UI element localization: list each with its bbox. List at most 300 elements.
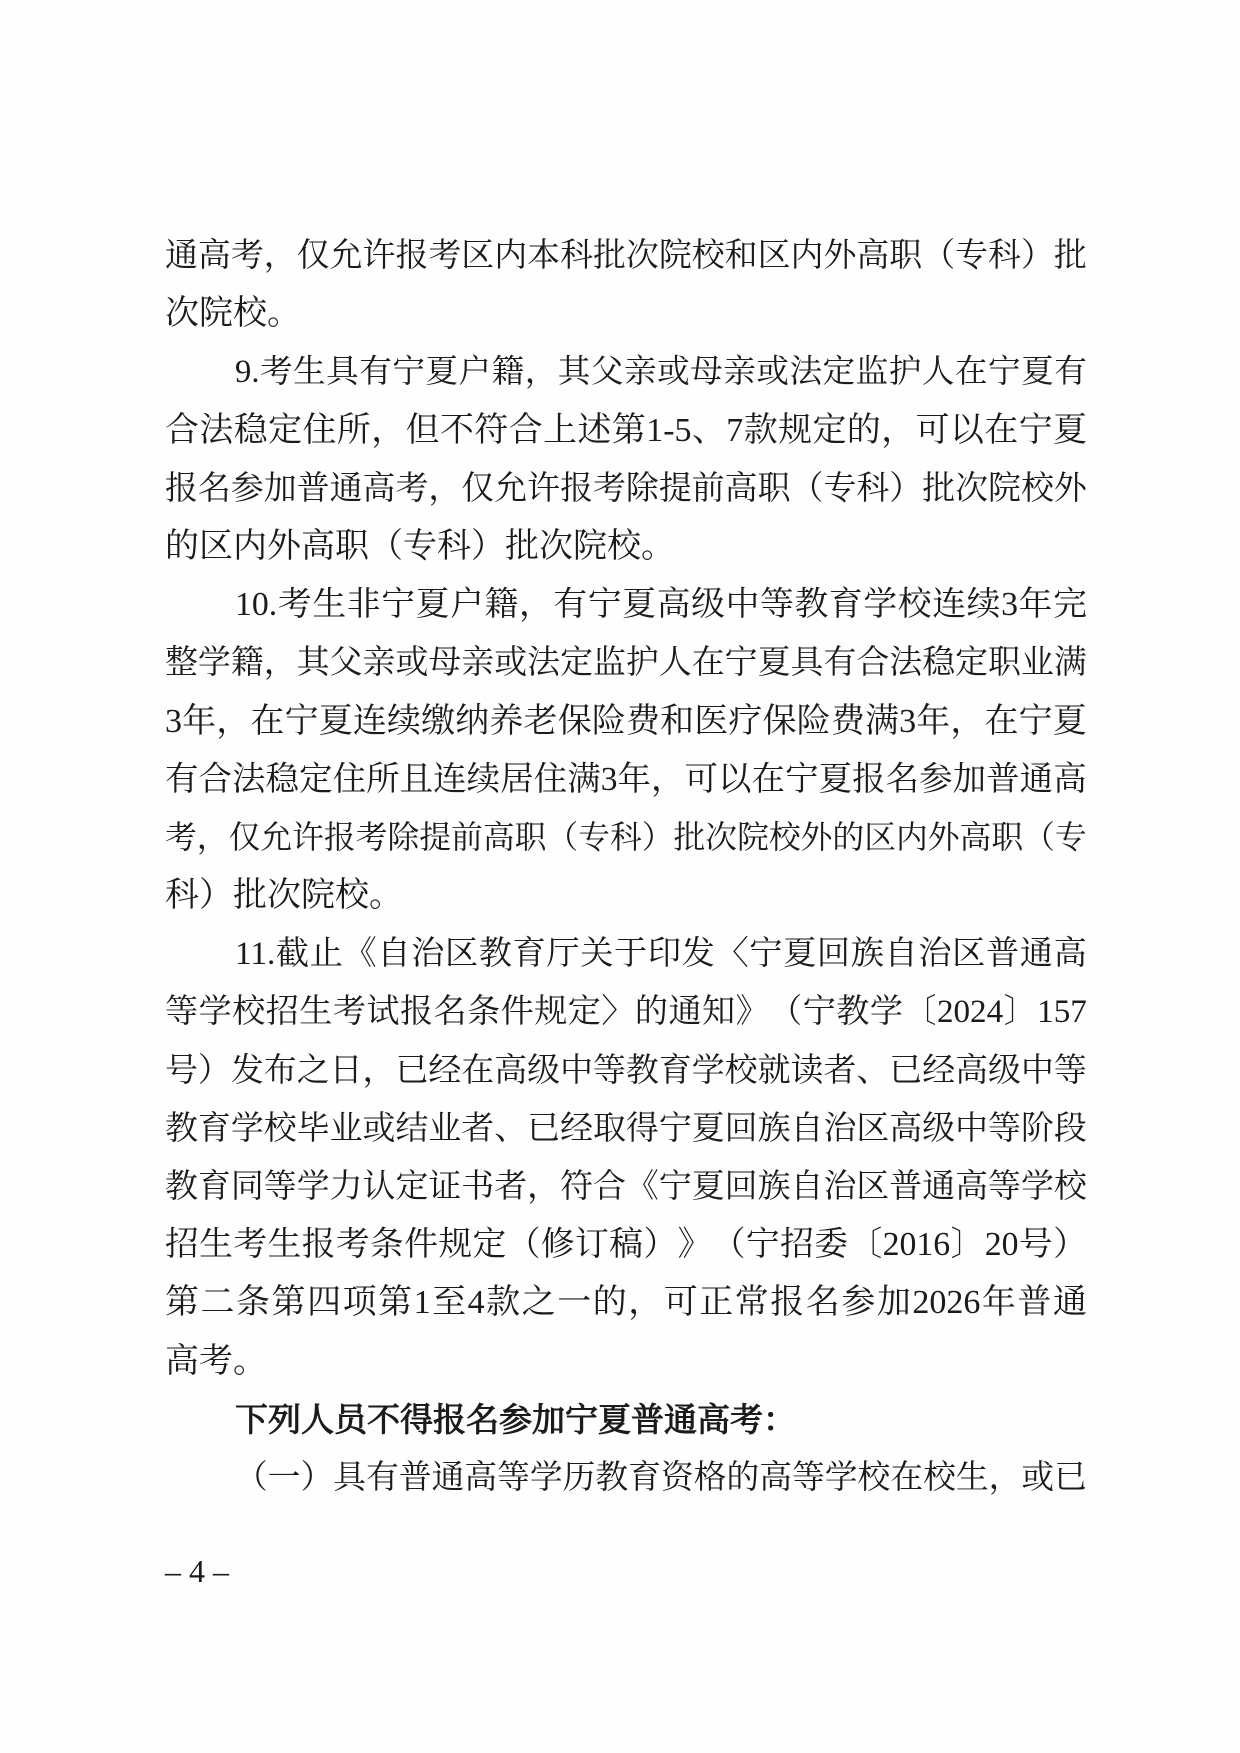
- glyph: 宁: [749, 935, 783, 973]
- glyph: （: [711, 1226, 746, 1264]
- glyph: 治: [823, 1110, 857, 1147]
- glyph: 高: [656, 586, 691, 624]
- glyph: 〕: [1003, 993, 1037, 1031]
- glyph: 定: [812, 411, 847, 449]
- glyph: 级: [527, 1052, 561, 1089]
- glyph: 学: [1020, 1169, 1054, 1205]
- glyph: 级: [988, 1052, 1021, 1089]
- glyph: 四: [307, 1284, 342, 1322]
- glyph: 宁: [1018, 411, 1053, 449]
- glyph: 宁: [724, 645, 758, 682]
- glyph: 连: [433, 760, 467, 798]
- glyph: 第: [611, 411, 646, 449]
- glyph: 保: [557, 702, 592, 740]
- glyph: 区: [757, 238, 791, 274]
- glyph: 纳: [455, 702, 490, 740]
- glyph: 满: [1053, 645, 1087, 682]
- glyph: 高: [482, 819, 515, 855]
- glyph: 定: [822, 354, 856, 391]
- glyph: 监: [855, 354, 889, 391]
- glyph: 校: [691, 238, 725, 274]
- glyph: 业: [1020, 645, 1054, 682]
- glyph: 族: [757, 1110, 791, 1147]
- glyph: 名: [805, 1284, 840, 1322]
- glyph: 夏: [818, 760, 853, 798]
- glyph: （: [1023, 819, 1055, 855]
- glyph: 考: [335, 1226, 370, 1264]
- glyph: 的: [846, 411, 881, 449]
- glyph: 通: [329, 470, 363, 507]
- glyph: 职: [889, 238, 923, 274]
- glyph: 教: [625, 1052, 659, 1089]
- glyph: 夏: [1021, 354, 1054, 391]
- glyph: 夏: [691, 1169, 725, 1205]
- glyph: 内: [494, 238, 528, 274]
- glyph: 4: [467, 1284, 485, 1322]
- glyph: 仅: [228, 819, 261, 855]
- glyph: 定: [395, 1169, 429, 1205]
- glyph: 批: [673, 819, 706, 855]
- glyph: 试: [366, 993, 400, 1031]
- glyph: 自: [790, 1110, 824, 1147]
- glyph: 校: [232, 993, 266, 1031]
- glyph: 合: [165, 411, 199, 449]
- glyph: 职: [991, 819, 1024, 855]
- glyph: 等: [165, 993, 199, 1031]
- glyph: 前: [451, 819, 483, 855]
- text-line: 科）批次院校。: [165, 877, 403, 915]
- glyph: 有: [553, 586, 588, 624]
- glyph: ，: [263, 645, 297, 682]
- glyph: 除: [387, 819, 420, 855]
- glyph: 亲: [461, 645, 495, 682]
- glyph: 批: [1053, 238, 1087, 274]
- glyph: 通: [922, 1169, 956, 1205]
- glyph: 报: [560, 470, 593, 507]
- text-line: 次院校。: [165, 295, 301, 333]
- glyph: 宁: [988, 354, 1021, 391]
- glyph: 在: [890, 1459, 924, 1496]
- glyph: 年: [617, 760, 651, 798]
- glyph: 年: [981, 1284, 1016, 1322]
- glyph: 合: [198, 760, 232, 798]
- glyph: 等: [263, 1169, 297, 1205]
- glyph: 宁: [785, 760, 819, 798]
- glyph: ）: [641, 819, 674, 855]
- glyph: 普: [985, 935, 1020, 973]
- glyph: 7: [726, 411, 744, 449]
- glyph: 学: [197, 645, 231, 682]
- glyph: 宁: [1018, 702, 1053, 740]
- glyph: ，: [881, 411, 916, 449]
- glyph: ）: [1020, 238, 1054, 274]
- glyph: 或: [494, 645, 528, 682]
- glyph: 正: [699, 1284, 734, 1322]
- glyph: 在: [984, 411, 1019, 449]
- text-line: [165, 809, 1087, 867]
- glyph: 法: [199, 411, 234, 449]
- glyph: 其: [296, 645, 330, 682]
- glyph: 学: [296, 1169, 330, 1205]
- glyph: 医: [694, 702, 729, 740]
- glyph: 许: [362, 238, 396, 274]
- glyph: 籍: [484, 586, 519, 624]
- glyph: 户: [450, 586, 484, 624]
- glyph: 等: [988, 1110, 1021, 1147]
- glyph: 父: [590, 354, 624, 391]
- glyph: 至: [432, 1284, 467, 1322]
- glyph: 职: [988, 645, 1021, 682]
- glyph: 中: [560, 1052, 593, 1089]
- glyph: 在: [461, 1052, 495, 1089]
- glyph: 10.: [235, 586, 278, 624]
- glyph: 校: [768, 819, 801, 855]
- glyph: 》: [735, 993, 769, 1031]
- glyph: 高: [955, 1169, 989, 1205]
- glyph: 险: [591, 702, 626, 740]
- glyph: 报: [301, 1226, 336, 1264]
- text-line: [165, 1449, 1087, 1507]
- text-line: [165, 751, 1087, 809]
- glyph: 1-5: [646, 411, 692, 449]
- glyph: 1: [413, 1284, 431, 1322]
- glyph: 居: [500, 760, 534, 798]
- glyph: ）: [300, 1459, 334, 1496]
- glyph: 夏: [1052, 702, 1087, 740]
- glyph: 委: [814, 1226, 849, 1264]
- glyph: 回: [724, 1169, 758, 1205]
- glyph: 续: [386, 702, 421, 740]
- glyph: 宁: [587, 586, 622, 624]
- text-line: 的区内外高职（专科）批次院校。: [165, 527, 675, 565]
- glyph: 一: [557, 1284, 592, 1322]
- glyph: 法: [232, 760, 266, 798]
- glyph: 通: [1052, 1284, 1087, 1322]
- glyph: 结: [395, 1110, 429, 1147]
- glyph: 允: [260, 819, 293, 855]
- glyph: 3: [899, 702, 917, 740]
- glyph: 高: [889, 1110, 923, 1147]
- glyph: 高: [955, 1052, 989, 1089]
- glyph: 夏: [1053, 411, 1087, 449]
- glyph: 教: [595, 1459, 629, 1496]
- glyph: 考: [230, 238, 264, 274]
- glyph: 20: [984, 1226, 1019, 1264]
- glyph: 次: [625, 238, 659, 274]
- glyph: 二: [200, 1284, 235, 1322]
- glyph: 订: [575, 1226, 609, 1264]
- glyph: 外: [1053, 470, 1087, 507]
- glyph: （: [235, 1459, 268, 1496]
- glyph: 报: [395, 238, 429, 274]
- glyph: 本: [527, 238, 561, 274]
- glyph: 于: [614, 935, 648, 973]
- glyph: 者: [823, 1052, 857, 1089]
- document-body: [165, 227, 1087, 1507]
- glyph: 稳: [922, 645, 956, 682]
- glyph: 通: [165, 238, 198, 274]
- glyph: 宁: [284, 702, 319, 740]
- glyph: 夏: [757, 645, 791, 682]
- glyph: 2024: [936, 993, 1004, 1031]
- glyph: 历: [562, 1459, 596, 1496]
- glyph: 区: [856, 1169, 890, 1205]
- glyph: 〔: [848, 1226, 883, 1264]
- glyph: 考: [165, 819, 197, 855]
- glyph: 育: [197, 1110, 231, 1147]
- glyph: 险: [796, 702, 831, 740]
- glyph: 参: [230, 470, 264, 507]
- glyph: 稳: [233, 411, 268, 449]
- glyph: 〕: [950, 1226, 985, 1264]
- glyph: 和: [724, 238, 758, 274]
- glyph: 科: [988, 238, 1021, 274]
- glyph: 可: [915, 411, 950, 449]
- glyph: 所: [366, 760, 400, 798]
- glyph: 号: [165, 1052, 198, 1089]
- glyph: 段: [1053, 1110, 1087, 1147]
- glyph: 宁: [658, 1169, 692, 1205]
- glyph: 厅: [546, 935, 580, 973]
- glyph: 育: [512, 935, 546, 973]
- glyph: 通: [1019, 935, 1053, 973]
- glyph: ，: [263, 238, 297, 274]
- glyph: 合: [592, 1169, 626, 1205]
- glyph: 学: [863, 586, 898, 624]
- glyph: 高: [856, 238, 890, 274]
- glyph: 费: [830, 702, 865, 740]
- glyph: 有: [165, 760, 199, 798]
- glyph: 印: [647, 935, 682, 973]
- glyph: 外: [927, 819, 960, 855]
- glyph: 具: [790, 645, 824, 682]
- glyph: ，: [628, 1284, 663, 1322]
- glyph: 〔: [903, 993, 937, 1031]
- glyph: 中: [1020, 1052, 1054, 1089]
- glyph: 》: [677, 1226, 712, 1264]
- glyph: 条: [370, 1226, 404, 1264]
- glyph: 次: [955, 470, 989, 507]
- glyph: ，: [950, 702, 985, 740]
- glyph: 报: [323, 819, 356, 855]
- glyph: ）: [197, 1052, 231, 1089]
- glyph: 区: [856, 1110, 890, 1147]
- glyph: 稿: [609, 1226, 643, 1264]
- glyph: 常: [734, 1284, 769, 1322]
- glyph: 的: [726, 1459, 760, 1496]
- glyph: 次: [705, 819, 738, 855]
- glyph: 自: [377, 935, 411, 973]
- glyph: 自: [884, 935, 918, 973]
- glyph: 具: [333, 1459, 367, 1496]
- glyph: 第: [165, 1284, 199, 1322]
- glyph: 教: [836, 993, 870, 1031]
- glyph: 合: [856, 645, 890, 682]
- glyph: ，: [651, 760, 685, 798]
- glyph: 中: [725, 586, 760, 624]
- glyph: 育: [197, 1169, 231, 1205]
- glyph: ，: [216, 702, 251, 740]
- glyph: 一: [267, 1459, 301, 1496]
- glyph: 加: [876, 1284, 911, 1322]
- glyph: 定: [299, 760, 333, 798]
- glyph: 经: [428, 1052, 462, 1089]
- glyph: ，: [988, 1459, 1022, 1496]
- glyph: 日: [329, 1052, 363, 1089]
- glyph: 3: [600, 760, 618, 798]
- glyph: 可: [663, 1284, 698, 1322]
- glyph: ，: [371, 411, 406, 449]
- glyph: 外: [800, 819, 833, 855]
- glyph: 考: [277, 586, 312, 624]
- glyph: 区: [444, 935, 479, 973]
- glyph: 3: [165, 702, 182, 740]
- glyph: 级: [922, 1110, 956, 1147]
- glyph: 157: [1037, 993, 1087, 1031]
- glyph: 《: [343, 935, 377, 973]
- glyph: 发: [681, 935, 715, 973]
- glyph: 考: [592, 470, 626, 507]
- glyph: 在: [954, 354, 988, 391]
- glyph: 具: [326, 354, 359, 391]
- glyph: 关: [580, 935, 614, 973]
- glyph: 科: [856, 470, 890, 507]
- glyph: 满: [864, 702, 899, 740]
- glyph: 规: [778, 411, 812, 449]
- glyph: 夏: [622, 586, 657, 624]
- glyph: 读: [790, 1052, 824, 1089]
- glyph: ）: [643, 1226, 678, 1264]
- glyph: 教: [478, 935, 512, 973]
- glyph: 院: [737, 819, 769, 855]
- glyph: 院: [658, 238, 692, 274]
- text-line: 高考。: [165, 1342, 267, 1380]
- glyph: 已: [527, 1110, 561, 1147]
- glyph: 有: [1054, 354, 1087, 391]
- glyph: 述: [577, 411, 612, 449]
- glyph: 区: [952, 935, 986, 973]
- glyph: 老: [523, 702, 558, 740]
- glyph: 的: [634, 993, 668, 1031]
- glyph: 外: [823, 238, 857, 274]
- text-line: [165, 227, 1087, 285]
- glyph: 件: [500, 993, 534, 1031]
- glyph: 校: [857, 1459, 891, 1496]
- glyph: 内: [790, 238, 824, 274]
- glyph: 非: [346, 586, 381, 624]
- glyph: 或: [756, 354, 789, 391]
- glyph: 区: [461, 238, 495, 274]
- glyph: 名: [197, 470, 231, 507]
- glyph: 续: [966, 586, 1001, 624]
- glyph: 普: [1017, 1284, 1052, 1322]
- glyph: 教: [165, 1110, 198, 1147]
- glyph: 校: [1020, 470, 1054, 507]
- glyph: （: [546, 819, 579, 855]
- glyph: 名: [433, 993, 467, 1031]
- glyph: 同: [230, 1169, 264, 1205]
- glyph: 毕: [296, 1110, 330, 1147]
- glyph: 连: [352, 702, 387, 740]
- glyph: 高: [724, 470, 758, 507]
- glyph: 以: [718, 760, 752, 798]
- glyph: 亲: [623, 354, 657, 391]
- glyph: 院: [988, 470, 1021, 507]
- glyph: 保: [762, 702, 797, 740]
- glyph: 法: [527, 645, 561, 682]
- glyph: 户: [458, 354, 492, 391]
- glyph: 考: [395, 470, 429, 507]
- glyph: 法: [889, 645, 923, 682]
- glyph: 业: [428, 1110, 462, 1147]
- glyph: 育: [828, 586, 863, 624]
- glyph: 有: [359, 354, 392, 391]
- glyph: 护: [888, 354, 922, 391]
- glyph: 籍: [230, 645, 264, 682]
- glyph: 高: [197, 238, 231, 274]
- text-line: [165, 1042, 1087, 1100]
- glyph: 职: [514, 819, 547, 855]
- glyph: 书: [461, 1169, 495, 1205]
- glyph: 校: [897, 586, 932, 624]
- glyph: 教: [165, 1169, 198, 1205]
- glyph: 经: [560, 1110, 593, 1147]
- glyph: ，: [527, 1169, 561, 1205]
- glyph: 定: [567, 993, 601, 1031]
- glyph: 有: [823, 645, 857, 682]
- glyph: 已: [889, 1052, 923, 1089]
- glyph: 高: [362, 470, 396, 507]
- glyph: ，: [362, 1052, 396, 1089]
- glyph: 允: [494, 470, 528, 507]
- glyph: 等: [1053, 1052, 1087, 1089]
- glyph: 护: [625, 645, 659, 682]
- glyph: 续: [466, 760, 501, 798]
- glyph: 专: [578, 819, 610, 855]
- glyph: 招: [265, 993, 299, 1031]
- glyph: 夏: [783, 935, 817, 973]
- glyph: 提: [419, 819, 452, 855]
- glyph: 学: [824, 1459, 858, 1496]
- glyph: 者: [461, 1110, 495, 1147]
- glyph: 科: [609, 819, 642, 855]
- glyph: 中: [955, 1110, 989, 1147]
- glyph: （: [922, 238, 956, 274]
- glyph: 或: [395, 645, 429, 682]
- glyph: 得: [625, 1110, 659, 1147]
- glyph: 校: [1053, 1169, 1087, 1205]
- glyph: 考: [332, 993, 366, 1031]
- glyph: 籍: [491, 354, 525, 391]
- glyph: 等: [760, 586, 794, 624]
- glyph: 学: [529, 1459, 563, 1496]
- glyph: 生: [267, 1226, 302, 1264]
- glyph: 可: [684, 760, 718, 798]
- text-line: [165, 1274, 1087, 1332]
- glyph: 定: [268, 411, 303, 449]
- glyph: 亲: [362, 645, 396, 682]
- glyph: 或: [362, 1110, 396, 1147]
- glyph: 回: [724, 1110, 758, 1147]
- glyph: 许: [292, 819, 324, 855]
- glyph: 止: [309, 935, 343, 973]
- glyph: 件: [404, 1226, 438, 1264]
- section-heading: 下列人员不得报名参加宁夏普通高考：: [235, 1400, 796, 1438]
- glyph: 宁: [392, 354, 425, 391]
- glyph: 11.: [235, 935, 276, 973]
- glyph: 已: [1054, 1459, 1087, 1496]
- glyph: 育: [628, 1459, 661, 1496]
